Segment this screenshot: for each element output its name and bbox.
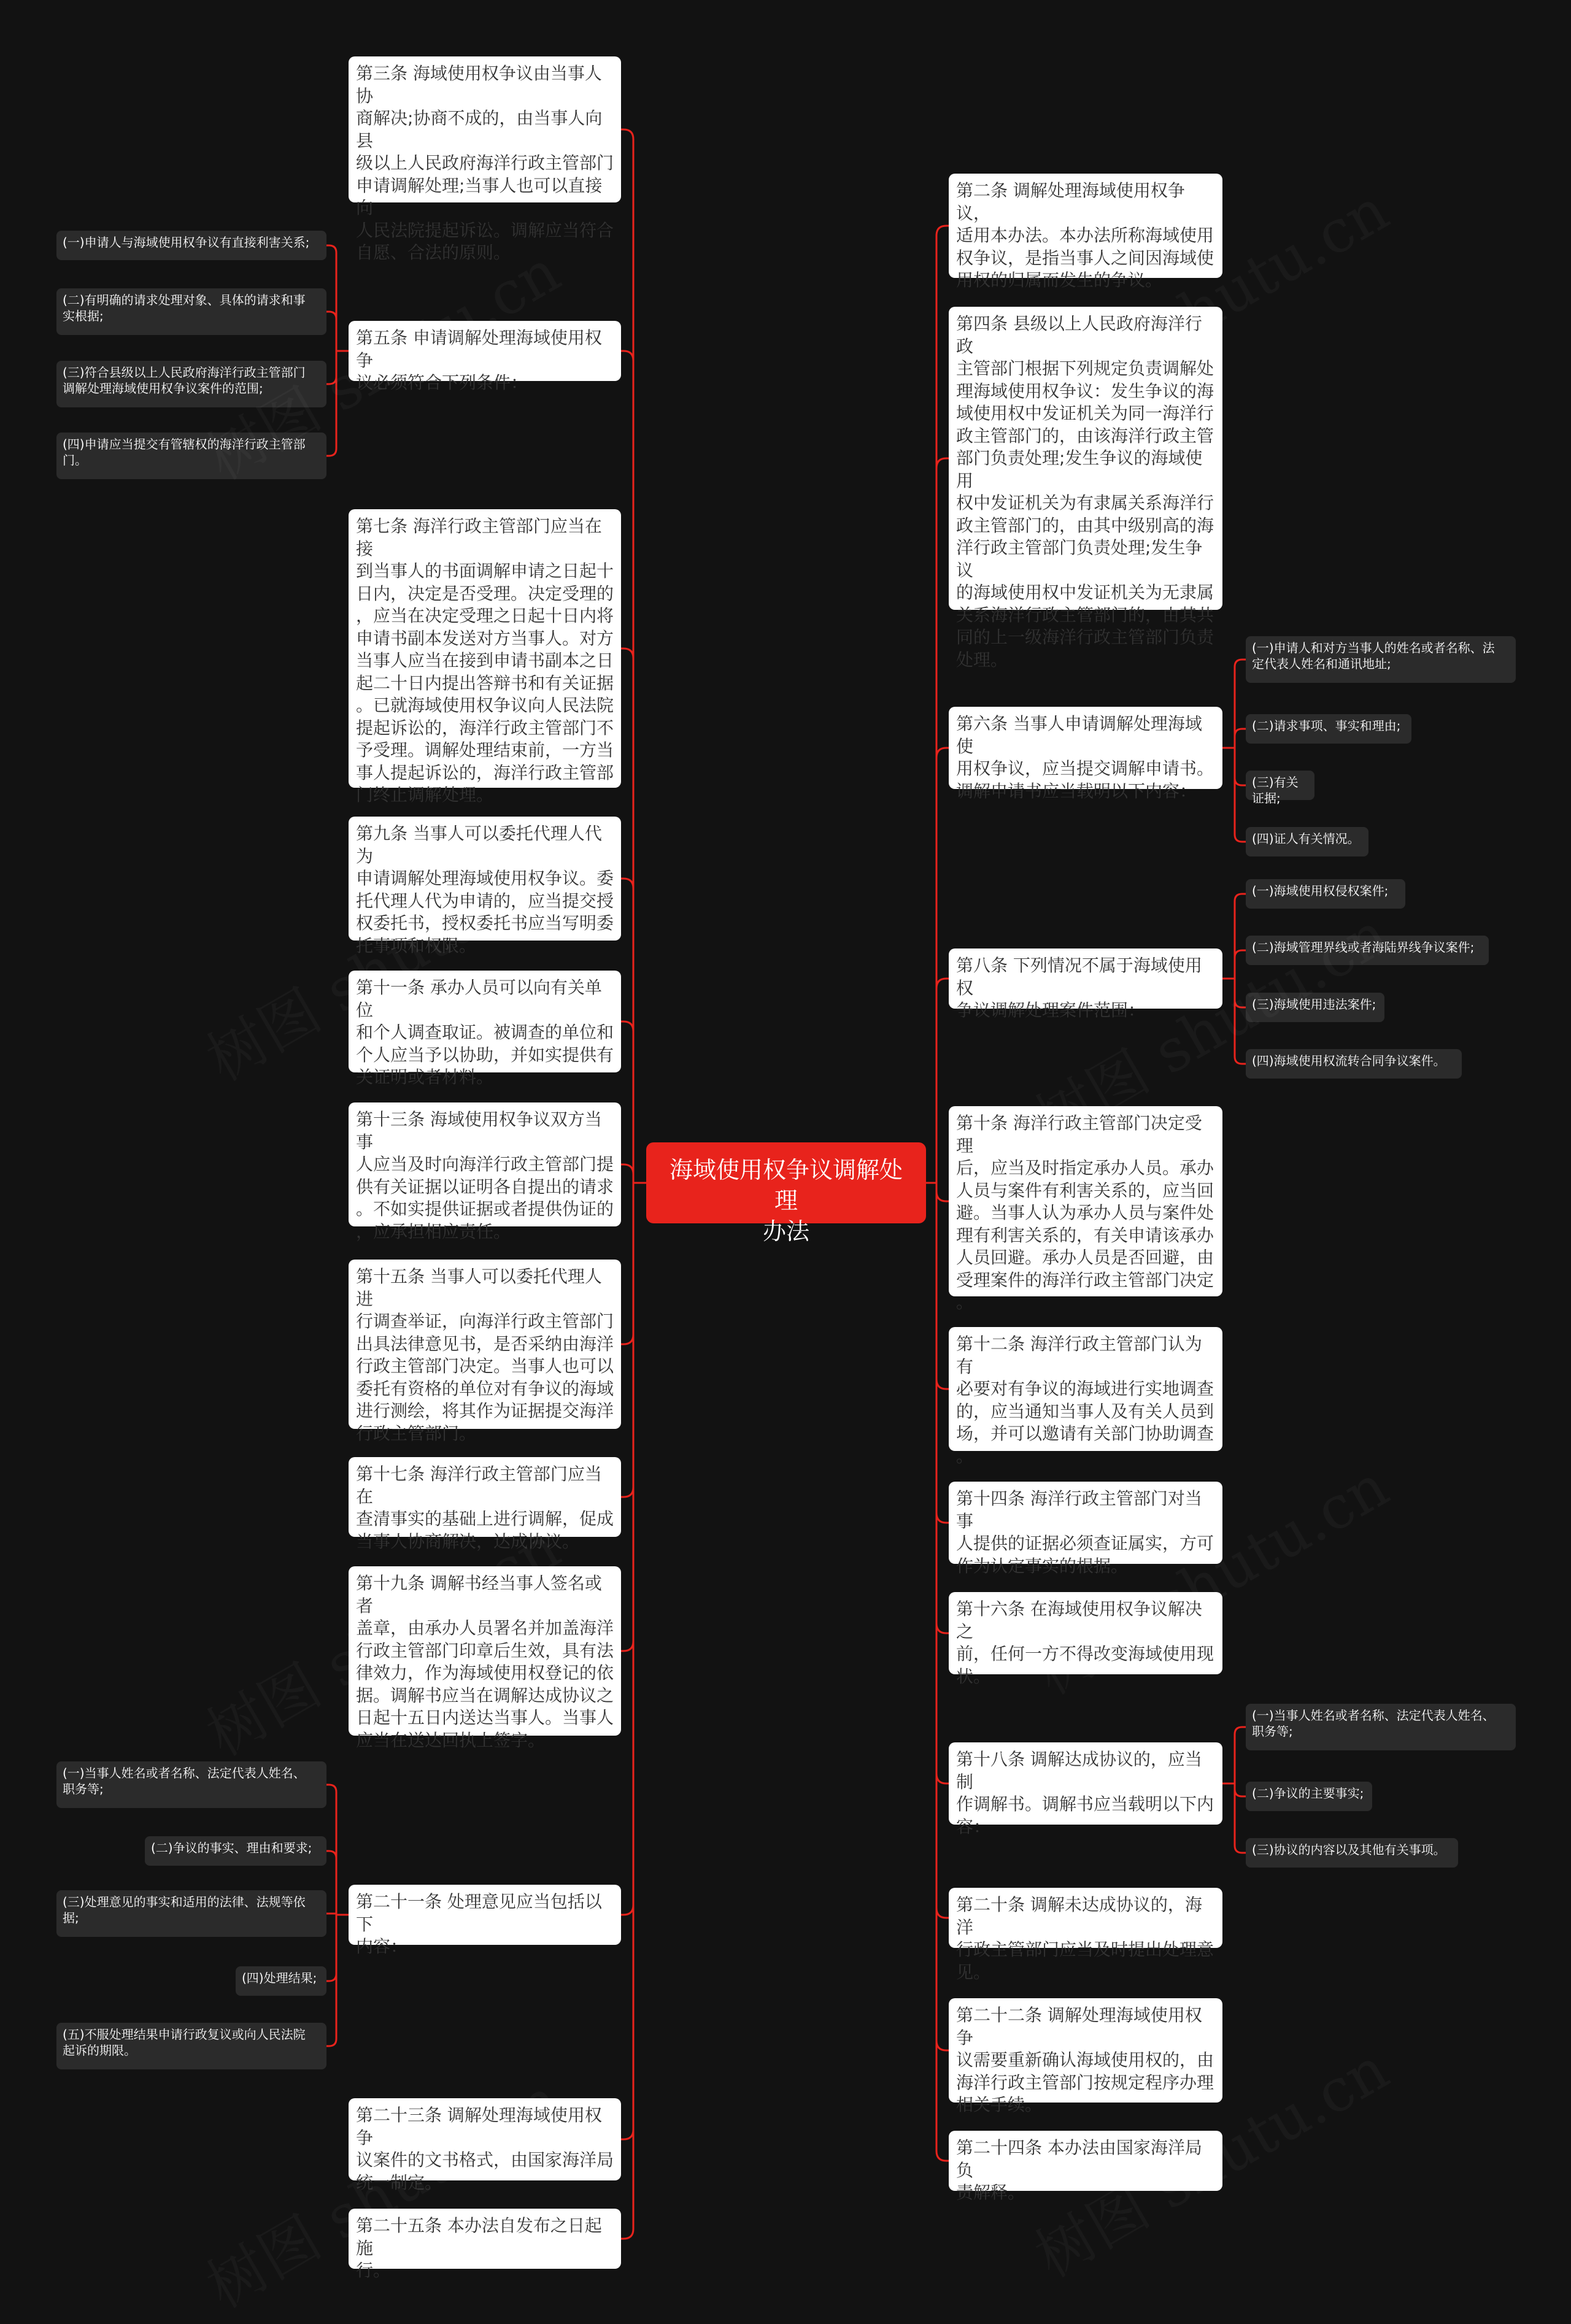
article-node-left[interactable]: 第十七条 海洋行政主管部门应当在 查清事实的基础上进行调解，促成 当事人协商解决，达成协议。 [349, 1457, 621, 1537]
article-node-right[interactable]: 第十六条 在海域使用权争议解决之 前，任何一方不得改变海域使用现 状。 [949, 1592, 1222, 1674]
clause-item-left[interactable]: (一)当事人姓名或者名称、法定代表人姓名、 职务等; [56, 1761, 326, 1808]
root-topic[interactable]: 海域使用权争议调解处理 办法 [646, 1142, 926, 1223]
article-node-left[interactable]: 第五条 申请调解处理海域使用权争 议必须符合下列条件： [349, 321, 621, 381]
article-node-left[interactable]: 第十三条 海域使用权争议双方当事 人应当及时向海洋行政主管部门提 供有关证据以证明各自提出的请求 。不如实提供证据或者提供伪证的 ，应承担相应责任。 [349, 1102, 621, 1226]
clause-item-left[interactable]: (五)不服处理结果申请行政复议或向人民法院 起诉的期限。 [56, 2023, 326, 2069]
connector-line [936, 1183, 949, 1201]
connector-line [621, 1183, 633, 1915]
article-node-right[interactable]: 第二十条 调解未达成协议的，海洋 行政主管部门应当及时提出处理意 见。 [949, 1888, 1222, 1948]
clause-item-right[interactable]: (四)海域使用权流转合同争议案件。 [1246, 1049, 1462, 1079]
connector-line [936, 979, 949, 1183]
clause-item-left[interactable]: (二)争议的事实、理由和要求; [145, 1836, 326, 1866]
clause-item-left[interactable]: (四)处理结果; [236, 1966, 326, 1996]
article-node-left[interactable]: 第二十五条 本办法自发布之日起施 行。 [349, 2209, 621, 2269]
clause-item-right[interactable]: (二)争议的主要事实; [1246, 1782, 1372, 1811]
connector-line [621, 351, 633, 1183]
connector-line [621, 1183, 633, 1651]
article-node-right[interactable]: 第十条 海洋行政主管部门决定受理 后，应当及时指定承办人员。承办 人员与案件有利害关系的，应当回 避。当事人认为承办人员与案件处 理有利害关系的，有关申请该承办 人员回避。承办人员是否回避，由 受理案件的海洋行政主管部门决定 。 [949, 1106, 1222, 1296]
clause-item-right[interactable]: (一)申请人和对方当事人的姓名或者名称、法 定代表人姓名和通讯地址; [1246, 636, 1516, 683]
clause-item-right[interactable]: (三)协议的内容以及其他有关事项。 [1246, 1838, 1458, 1868]
article-node-right[interactable]: 第十八条 调解达成协议的，应当制 作调解书。调解书应当载明以下内 容： [949, 1742, 1222, 1825]
connector-line [936, 226, 949, 1183]
connector-line [936, 1183, 949, 2050]
connector-line [936, 1183, 949, 1389]
connector-line [936, 748, 949, 1183]
article-node-left[interactable]: 第十九条 调解书经当事人签名或者 盖章，由承办人员署名并加盖海洋 行政主管部门印章后生效，具有法 律效力，作为海域使用权登记的依 据。调解书应当在调解达成协议之 日起十五日内送达当事人。当事人 应当在送达回执上签字。 [349, 1566, 621, 1736]
article-node-right[interactable]: 第八条 下列情况不属于海域使用权 争议调解处理案件范围： [949, 948, 1222, 1009]
connector-line [1235, 660, 1246, 748]
clause-item-right[interactable]: (二)请求事项、事实和理由; [1246, 714, 1411, 744]
connector-line [621, 1183, 633, 2139]
article-node-right[interactable]: 第十四条 海洋行政主管部门对当事 人提供的证据必须查证属实，方可 作为认定事实的根据。 [949, 1482, 1222, 1564]
connector-line [326, 1915, 336, 1981]
connector-line [936, 1183, 949, 1633]
connector-line [621, 1164, 633, 1183]
article-node-left[interactable]: 第十五条 当事人可以委托代理人进 行调查举证，向海洋行政主管部门 出具法律意见书，是否采纳由海洋 行政主管部门决定。当事人也可以 委托有资格的单位对有争议的海域 进行测绘，将其作为证据提交海洋 行政主管部门。 [349, 1260, 621, 1429]
clause-item-left[interactable]: (二)有明确的请求处理对象、具体的请求和事 实根据; [56, 288, 326, 335]
clause-item-right[interactable]: (一)海域使用权侵权案件; [1246, 879, 1405, 909]
connector-line [936, 1183, 949, 1918]
connector-line [936, 1183, 949, 1523]
connector-line [1235, 748, 1246, 785]
connector-line [326, 1851, 336, 1915]
connector-line [1235, 1783, 1246, 1796]
article-node-right[interactable]: 第二十二条 调解处理海域使用权争 议需要重新确认海域使用权的，由 海洋行政主管部门按规定程序办理 相关手续。 [949, 1998, 1222, 2103]
article-node-left[interactable]: 第九条 当事人可以委托代理人代为 申请调解处理海域使用权争议。委 托代理人代为申请的，应当提交授 权委托书，授权委托书应当写明委 托事项和权限。 [349, 817, 621, 941]
clause-item-left[interactable]: (三)符合县级以上人民政府海洋行政主管部门 调解处理海域使用权争议案件的范围; [56, 361, 326, 407]
connector-line [936, 1183, 949, 2161]
connector-line [621, 648, 633, 1183]
connector-line [326, 1785, 336, 1915]
clause-item-left[interactable]: (三)处理意见的事实和适用的法律、法规等依 据; [56, 1890, 326, 1937]
clause-item-right[interactable]: (三)海域使用违法案件; [1246, 993, 1384, 1022]
connector-line [621, 1183, 633, 1344]
connector-line [1235, 729, 1246, 748]
connector-line [326, 245, 336, 351]
connector-line [621, 879, 633, 1183]
clause-item-right[interactable]: (一)当事人姓名或者名称、法定代表人姓名、 职务等; [1246, 1704, 1516, 1750]
clause-item-right[interactable]: (三)有关证据; [1246, 771, 1314, 800]
clause-item-left[interactable]: (一)申请人与海域使用权争议有直接利害关系; [56, 231, 326, 260]
clause-item-left[interactable]: (四)申请应当提交有管辖权的海洋行政主管部 门。 [56, 433, 326, 479]
article-node-right[interactable]: 第二条 调解处理海域使用权争议， 适用本办法。本办法所称海域使用 权争议，是指当事人之间因海域使 用权的归属而发生的争议。 [949, 174, 1222, 278]
connector-line [936, 458, 949, 1183]
article-node-right[interactable]: 第二十四条 本办法由国家海洋局负 责解释。 [949, 2131, 1222, 2191]
connector-line [1235, 1727, 1246, 1783]
connector-line [936, 1183, 949, 1783]
article-node-left[interactable]: 第二十三条 调解处理海域使用权争 议案件的文书格式，由国家海洋局 统一制定。 [349, 2098, 621, 2180]
article-node-left[interactable]: 第十一条 承办人员可以向有关单位 和个人调查取证。被调查的单位和 个人应当予以协助，并如实提供有 关证明或者材料。 [349, 971, 621, 1072]
article-node-right[interactable]: 第十二条 海洋行政主管部门认为有 必要对有争议的海域进行实地调查 的，应当通知当事人及有关人员到 场，并可以邀请有关部门协助调查 。 [949, 1327, 1222, 1451]
connector-line [621, 1022, 633, 1183]
article-node-right[interactable]: 第六条 当事人申请调解处理海域使 用权争议，应当提交调解申请书。 调解申请书应当载明以下内容： [949, 707, 1222, 789]
article-node-right[interactable]: 第四条 县级以上人民政府海洋行政 主管部门根据下列规定负责调解处 理海域使用权争议：发生争议的海 域使用权中发证机关为同一海洋行 政主管部门的，由该海洋行政主管 部门负责处理;发生争议的海域使用 权中发证机关为有隶属关系海洋行 政主管部门的，由其中级别高的海 洋行政主管部门负责处理;发生争议 的海域使用权中发证机关为无隶属 关系海洋行政主管部门的，由其共 同的上一级海洋行政主管部门负责 处理。 [949, 307, 1222, 610]
clause-item-right[interactable]: (二)海域管理界线或者海陆界线争议案件; [1246, 936, 1489, 965]
article-node-left[interactable]: 第三条 海域使用权争议由当事人协 商解决;协商不成的，由当事人向县 级以上人民政府海洋行政主管部门 申请调解处理;当事人也可以直接向 人民法院提起诉讼。调解应当符合 自愿、合法的原则。 [349, 56, 621, 202]
clause-item-right[interactable]: (四)证人有关情况。 [1246, 827, 1368, 856]
connector-line [1235, 748, 1246, 842]
article-node-left[interactable]: 第二十一条 处理意见应当包括以下 内容： [349, 1885, 621, 1945]
article-node-left[interactable]: 第七条 海洋行政主管部门应当在接 到当事人的书面调解申请之日起十 日内，决定是否受理。决定受理的 ，应当在决定受理之日起十日内将 申请书副本发送对方当事人。对方 当事人应当在接到申请书副本之日 起二十日内提出答辩书和有关证据 。已就海域使用权争议向人民法院 提起诉讼的，海洋行政主管部门不 予受理。调解处理结束前，一方当 事人提起诉讼的，海洋行政主管部 门终止调解处理。 [349, 509, 621, 788]
